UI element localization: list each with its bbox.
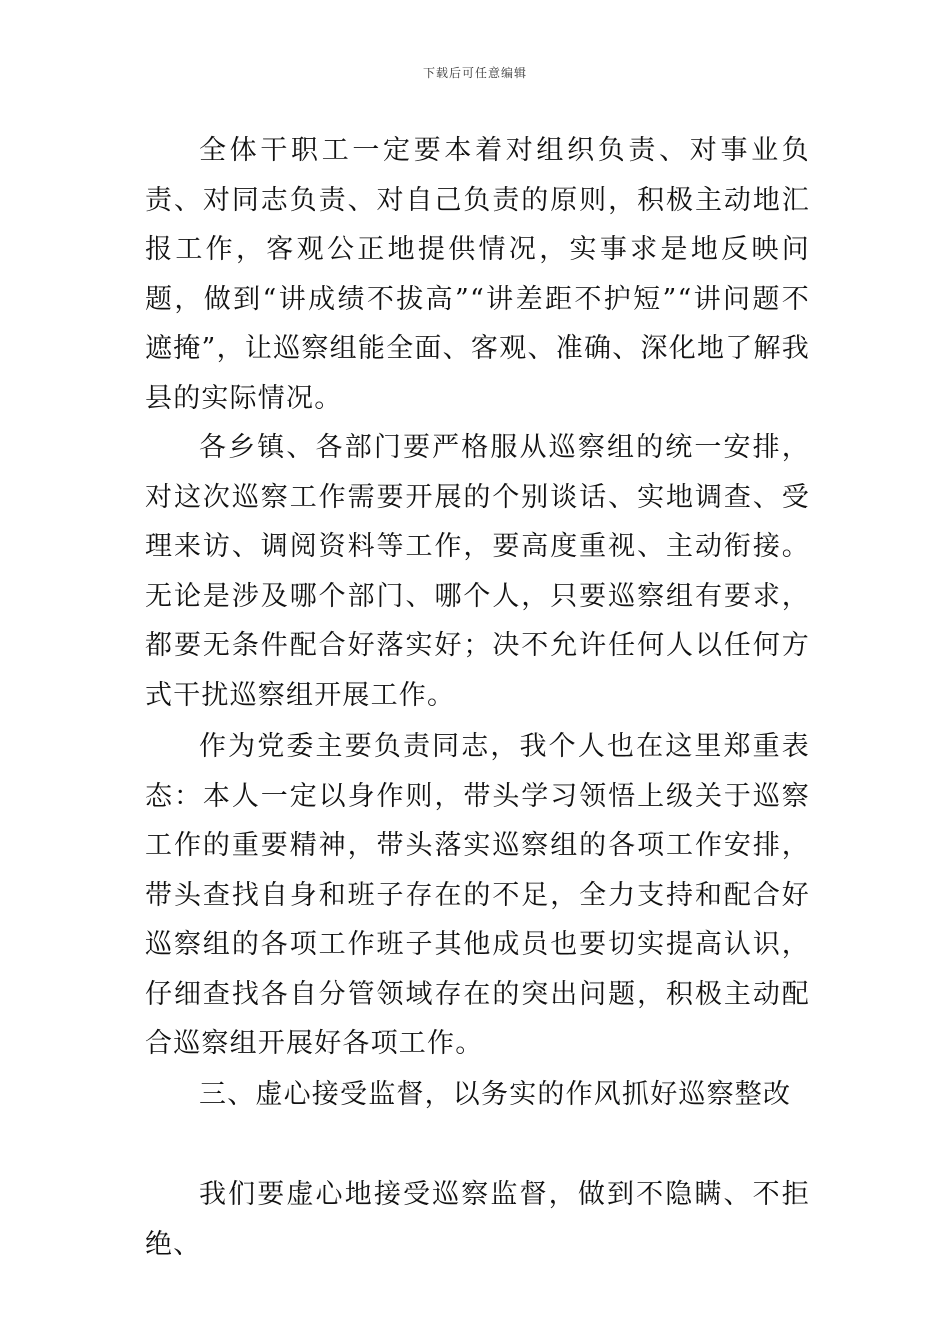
header-note: 下载后可任意编辑 <box>422 66 527 80</box>
paragraph-cooperation-duty: 全体干职工一定要本着对组织负责、对事业负责、对同志负责、对自己负责的原则，积极主动地汇报工作，客观公正地提供情况，实事求是地反映问题，做到“讲成绩不拔高”“讲差距不护短”“讲问题不遮掩”，让巡察组能全面、客观、准确、深化地了解我县的实际情况。 <box>145 135 810 414</box>
paragraph-accept-supervision: 我们要虚心地接受巡察监督，做到不隐瞒、不拒绝、 <box>145 1179 810 1260</box>
paragraph-departments-arrangement: 各乡镇、各部门要严格服从巡察组的统一安排，对这次巡察工作需要开展的个别谈话、实地调查、受理来访、调阅资料等工作，要高度重视、主动衔接。无论是涉及哪个部门、哪个人，只要巡察组有要求，都要无条件配合好落实好；决不允许任何人以任何方式干扰巡察组开展工作。 <box>145 432 810 711</box>
paragraph-leader-statement: 作为党委主要负责同志，我个人也在这里郑重表态：本人一定以身作则，带头学习领悟上级关于巡察工作的重要精神，带头落实巡察组的各项工作安排，带头查找自身和班子存在的不足，全力支持和配合好巡察组的各项工作班子其他成员也要切实提高认识，仔细查找各自分管领域存在的突出问题，积极主动配合巡察组开展好各项工作。 <box>145 731 810 1059</box>
section-heading-three: 三、虚心接受监督，以务实的作风抓好巡察整改 <box>199 1079 792 1110</box>
